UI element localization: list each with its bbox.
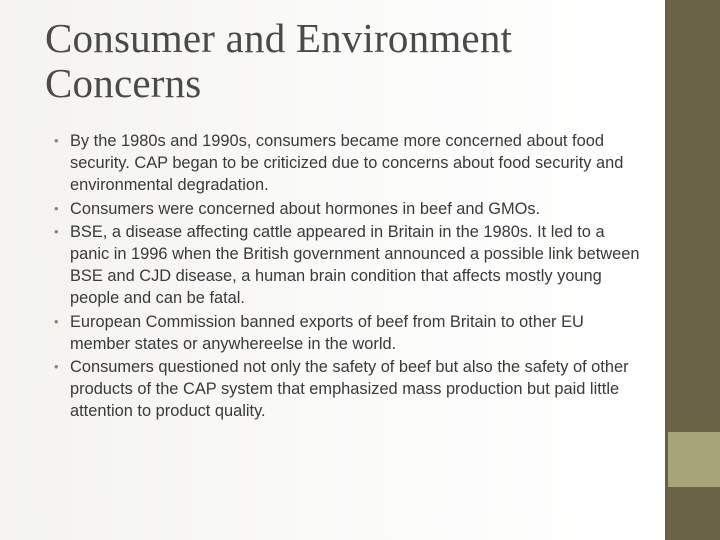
bullet-text: By the 1980s and 1990s, consumers became more concerned about food security. CAP began to be criticized due to concerns about food security and environmental degradation.: [70, 132, 624, 195]
bullet-list: [52, 130, 642, 424]
slide-title: Consumer and Environment Concerns: [45, 15, 513, 106]
bullet-text: BSE, a disease affecting cattle appeared in Britain in the 1980s. It led to a panic in 1996 when the British government announced a possible link between BSE and CJD disease, a human brain condition that affects mostly young people and can be fatal.: [70, 222, 640, 308]
bullet-dot-icon: •: [54, 223, 59, 239]
bullet-text: Consumers were concerned about hormones in beef and GMOs.: [70, 199, 541, 218]
bullet-item: [52, 130, 642, 197]
bullet-text: Consumers questioned not only the safety of beef but also the safety of other products of the CAP system that emphasized mass production but paid little attention to product quality.: [70, 358, 629, 421]
bullet-item: [52, 198, 642, 220]
bullet-dot-icon: •: [54, 200, 59, 216]
bullet-dot-icon: •: [54, 313, 59, 329]
bullet-dot-icon: •: [54, 359, 59, 375]
bullet-item: [52, 221, 642, 310]
sidebar-accent-block: [668, 432, 720, 487]
bullet-item: [52, 311, 642, 355]
bullet-dot-icon: •: [54, 133, 59, 148]
bullet-text: European Commission banned exports of beef from Britain to other EU member states or anywhereelse in the world.: [70, 312, 584, 353]
bullet-item: [52, 356, 642, 423]
